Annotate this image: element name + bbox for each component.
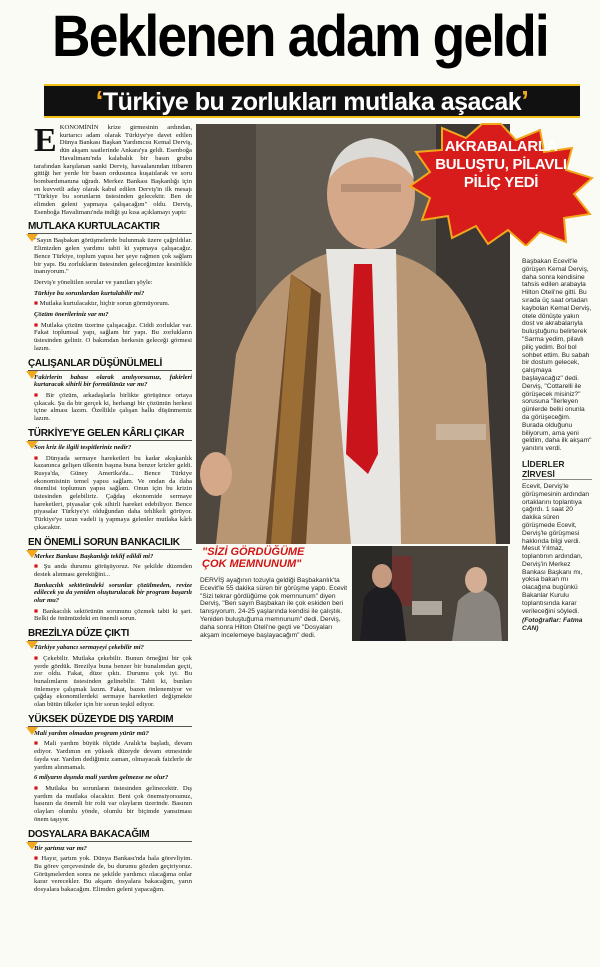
section-heading: DOSYALARA BAKACAĞIM	[28, 829, 192, 842]
photo-credit: (Fotoğraflar: Fatma CAN)	[522, 617, 583, 633]
dropcap: E	[34, 122, 57, 159]
triangle-marker-icon	[26, 641, 38, 649]
triangle-marker-icon	[26, 441, 38, 449]
triangle-marker-icon	[26, 727, 38, 735]
right-paragraph-1: Başbakan Ecevit'le görüşen Kemal Derviş, daha sonra kendisine tahsis edilen arabayla Hilton Oteli'ne gitti. Bu sırada üç saat ortadan kaybolan Kemal Derviş, otele dönüşte yakın dost ve akrabalarıyla buluştuğunu belirterek "Sarma yedim, pilavlı piliç yedim. Bol bol sohbet ettim. Bu sabah bir dostum gelecek, çalışmaya başlayacağız" dedi. Derviş, "Cottarelli ile görüşecek misiniz?" sorusuna "İlerleyen günlerde belki onunla da görüşeceğim. Burada olduğunu biliyorum, ama yeni geldim, daha ilk akşam" yanıtını verdi.	[522, 258, 592, 453]
square-bullet-icon: ■	[34, 607, 43, 615]
triangle-marker-icon	[26, 550, 38, 558]
section-heading: BREZİLYA DÜZE ÇIKTI	[28, 628, 192, 641]
square-bullet-icon: ■	[34, 454, 46, 462]
square-bullet-icon: ■	[34, 785, 46, 792]
answer: ■ Mali yardım büyük ölçüde Aralık'ta başladı, devam ediyor. Yardımın en yüksek düzeyde devam etmesinde fayda var. Yardım dediğimiz zaman, olmayacak faizlerle de yardım alınmamalı.	[34, 740, 192, 771]
meeting-photo	[352, 546, 508, 641]
right-heading: LİDERLER ZİRVESİ	[522, 459, 592, 480]
answer: ■ Mutlaka kurtulacaktır, hiçbir sorun görmüyorum.	[34, 300, 170, 308]
subheadline: ‘Türkiye bu zorlukları mutlaka aşacak’	[95, 85, 529, 116]
close-quote-icon: ’	[521, 85, 529, 116]
triangle-marker-icon	[26, 371, 38, 379]
answer: ■ Mutlaka çözüm üzerine çalışacağız. Ciddi zorluklar var. Fakat toplumsal yapı, sağlam bir yapı. Bu zorlukların üstesinden gelinir. O bakımdan herkesin geleceği görmesi lazım.	[34, 321, 192, 352]
answer: ■ Bankacılık sektörünün sorununu çözmek tabii ki şart. Belki de önümüzdeki en önemli sorun.	[34, 607, 192, 623]
square-bullet-icon: ■	[34, 391, 46, 399]
section-heading: EN ÖNEMLİ SORUN BANKACILIK	[28, 537, 192, 550]
question: Çözüm önerileriniz var mı?	[34, 311, 109, 319]
square-bullet-icon: ■	[34, 300, 40, 308]
intro-paragraph: EKONOMİNİN krize girmesinin ardından, kurtarıcı adam olarak Türkiye'ye davet edilen Dünya Bankası Başkan Yardımcısı Kemal Derviş, dün akşam saatlerinde Ankara'ya geldi. Esenboğa Havalimanı'nda kalabalık bir basın grubu tarafından karşılanan sanki Derviş, havaalanından itibaren gittiği her yerde bir basın ordusunca kuşatılarak ve soru bombardımanına uğradı. Merkez Bankası Başkanlığı için en kuvvetli aday olarak kabul edilen Derviş'in ilk mesajı "Türkiye bu sorunların üstesinden gelecektir. Ben de elimden geleni yapmaya çalışacağım" oldu. Derviş, Esenboğa Havalimanı'nda indiği şu kısa açıklamayı yaptı:	[34, 122, 192, 216]
question: Türkiye yabancı sermayeyi çekebilir mi?	[34, 644, 144, 652]
section-heading: TÜRKİYE'YE GELEN KÂRLI ÇIKAR	[28, 428, 192, 441]
article-right-column	[522, 258, 592, 635]
section-heading: YÜKSEK DÜZEYDE DIŞ YARDIM	[28, 714, 192, 727]
triangle-marker-icon	[26, 842, 38, 850]
section-heading: ÇALIŞANLAR DÜŞÜNÜLMELİ	[28, 358, 192, 371]
section-heading: MUTLAKA KURTULACAKTIR	[28, 221, 192, 234]
question: 6 milyarın dışında mali yardım gelmezse ne olur?	[34, 774, 169, 782]
answer: ■ Şu anda durumu görüşüyoruz. Ne şekilde düzenden destek alınması gerektiğini...	[34, 563, 192, 578]
answer: ■ Bir çözüm, arkadaşlarla birlikte görüşünce ortaya çıkacak. Şu da bir gerçek ki, herhangi bir çözümün herkesi içine alması lazım. Özellikle çalışan halkı düşünmemiz lazım.	[34, 391, 192, 423]
square-bullet-icon: ■	[34, 855, 42, 863]
square-bullet-icon: ■	[34, 563, 44, 571]
square-bullet-icon: ■	[34, 740, 44, 748]
paragraph: Derviş'e yöneltilen sorular ve yanıtları şöyle:	[34, 278, 153, 286]
right-paragraph-2: Ecevit, Derviş'le görüşmesinin ardından ortaklarını toplantıya çağırdı. 1 saat 20 dakika süren görüşmede Ecevit, Derviş'le görüşmesi hakkında bilgi verdi. Mesut Yılmaz, toplantının ardından, Derviş'in Merkez Bankası Başkanı mı, yoksa bakan mı olacağına bugünkü Bakanlar Kurulu toplantısında karar verileceğini söyledi.	[522, 482, 590, 615]
question: Fakirlerin babası olarak anılıyorsunuz, fakirleri kurtaracak sihirli bir formülünüz var mı?	[34, 373, 192, 389]
answer: ■ Dünyada sermaye hareketleri bu kadar akışkanlık kazanınca gelişen ülkenin başına buna benzer krizler geldi. Rusya'da, Güney Amerika'da... Bence Türkiye ekonomisinin temel yapısı sağlam. Ve ondan da daha önemlisi toplumun yapısı sağlam. Onun için bu krizin üstesinden gelebiliriz. Çağdaş ekonomide sermaye hareketleri, piyasalar çok sihirli hareket edebiliyor. Bence piyasalar Türkiye'yi olduğundan daha tehlikeli görüyor. Türkiye'ye uzun vadeli iş yapmaya gelenler mutlaka kârlı çıkacaktır.	[34, 454, 192, 531]
answer: ■ Çekebilir. Mutlaka çekebilir. Bunun örneğini bir çok yerde gördük. Brezilya buna benzer bir bunalımdan geçti, zor oldu. Fakat, düze çıktı. Durumu çok iyi. Bu bunalımların üstesinden gelinebilir. Tabii ki, bunları önlemeye çalışmak lazım. Fakat, bazen önlenemiyor ve çağdaş ekonomilerdeki sermaye hareketleri değişmekte olan bütün ülkeler için bir sorun teşkil ediyor.	[34, 654, 192, 709]
caption-title: "SİZİ GÖRDÜĞÜME ÇOK MEMNUNUM"	[202, 546, 305, 570]
article-sections	[28, 221, 192, 894]
meeting-illustration	[352, 546, 508, 641]
square-bullet-icon: ■	[34, 321, 41, 329]
starburst-text: AKRABALARLA BULUŞTU, PİLAVLI PİLİÇ YEDİ	[435, 138, 567, 191]
question: Mali yardım olmadan program yürür mü?	[34, 729, 149, 737]
article-left-column	[28, 122, 192, 897]
question: Merkez Bankası Başkanlığı teklif edildi mi?	[34, 552, 154, 560]
open-quote-icon: ‘	[95, 85, 103, 116]
headline: Beklenen adam geldi	[52, 4, 548, 69]
question: Bir şartınız var mı?	[34, 844, 87, 852]
answer: ■ Mutlaka bu sorunların üstesinden gelinecektir. Dış yardım da mutlaka olacaktır. Beni çok önemsiyorsunuz, basının da önemli bir rolü var olayların üzerinde. Basının olayları olumlu yönde, olumlu bir biçimde yansıtması önem taşıyor.	[34, 785, 192, 823]
question: Son kriz ile ilgili tespitleriniz nedir?	[34, 443, 132, 451]
triangle-marker-icon	[26, 234, 38, 242]
answer: ■ Hayır, şartım yok. Dünya Bankası'nda hala görevliyim. Bu görev çerçevesinde de, bu durumu gözden geçiriyoruz. Görüşmelerden sonra ne şekilde yardımcı olacağıma onlar karar verecekler. Bu akşam dosyalara bakacağım, yarın dosyalara bakacağım. Elimden geleni yapacağım.	[34, 855, 192, 894]
paragraph: "Sayın Başbakan görüşmelerde bulunmak üzere çağrıldılar. Elimizden gelen yardımı tabii ki yapmaya çalışacağız. Bence Türkiye, toplum yapısı her şeye rağmen çok sağlam bir yapı. Bu zorlukların üstesinden geleceğimize kesinlikle inanıyorum."	[34, 237, 192, 276]
caption-text: DERVİŞ ayağının tozuyla geldiği Başbakanlık'ta Ecevit'le 55 dakika süren bir görüşme yaptı. Ecevit "Sizi tekrar gördüğüme çok memnunum" diyen Derviş, "Ben sayın Başbakan ile çok eskiden beri tanışıyorum. 24-25 yaşlarında kendisi ile çalıştık. Yeniden buluştuğuma memnunum" dedi. Derviş, daha sonra Hilton Oteli'ne geçti ve "Dosyaları akşam incelemeye başlayacağım" dedi.	[200, 577, 348, 639]
subheadline-bar	[44, 84, 580, 118]
square-bullet-icon: ■	[34, 654, 44, 662]
question: Türkiye bu sorunlardan kurtulabilir mi?	[34, 289, 145, 297]
question: Bankacılık sektöründeki sorunlar çözülmeden, revize edilecek ya da yeniden oluşturulacak bir program başarılı olur mu?	[34, 581, 192, 605]
